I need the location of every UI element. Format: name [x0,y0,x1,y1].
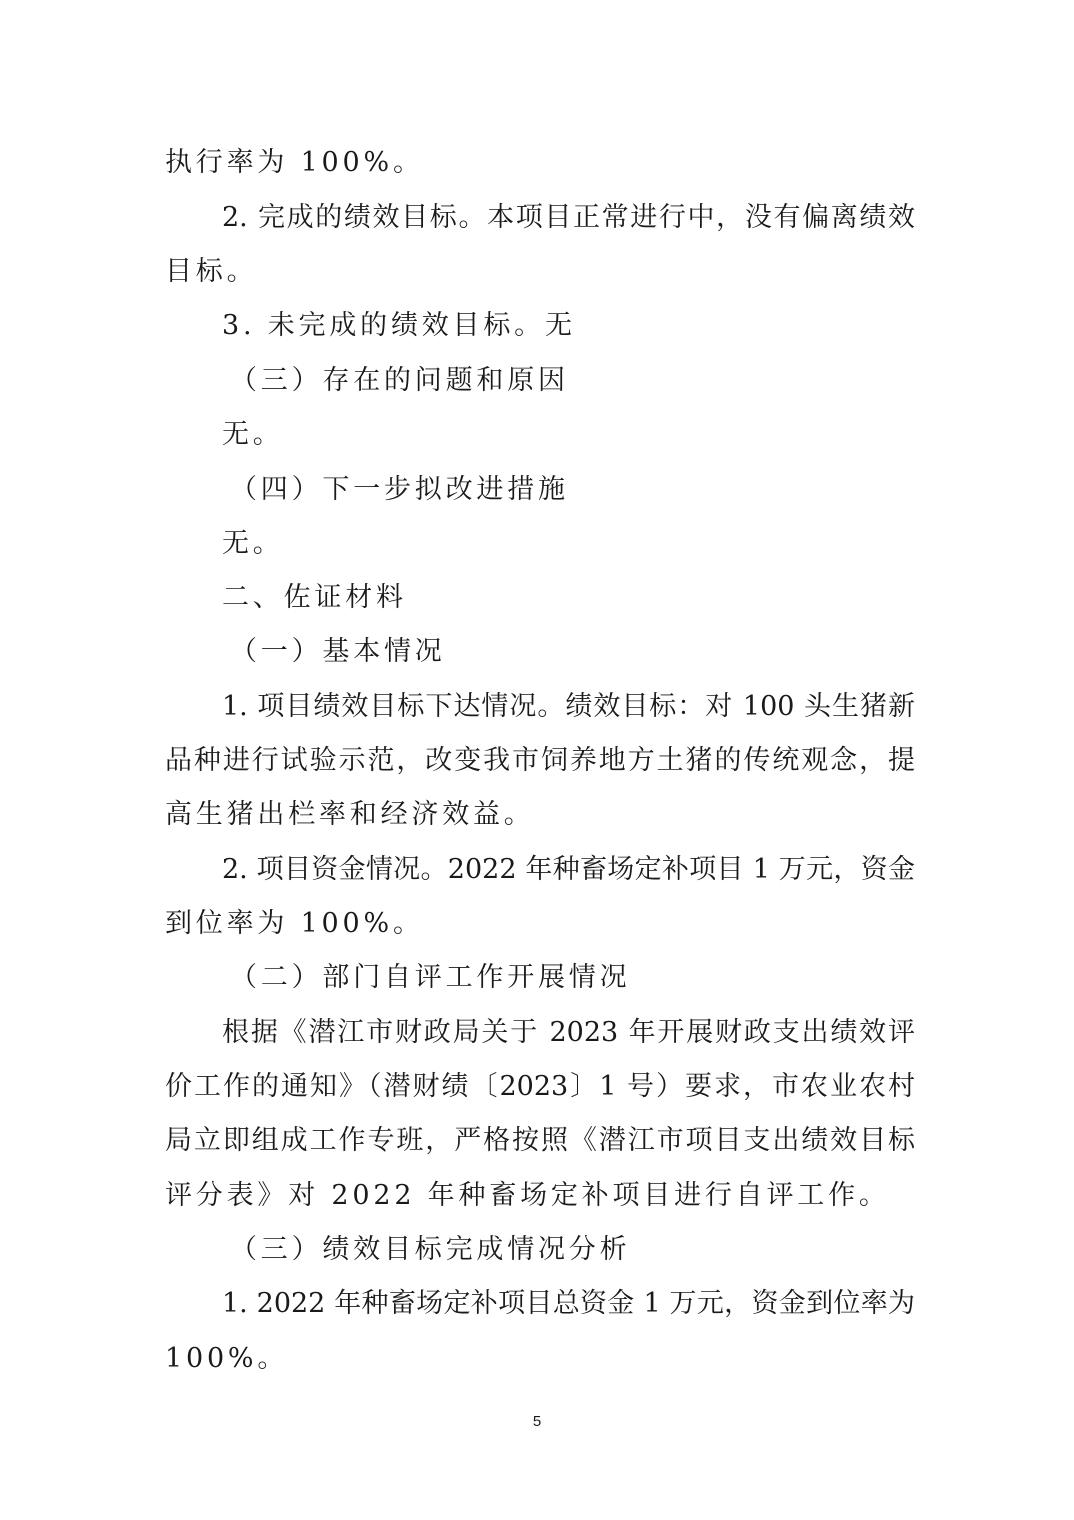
section-heading: （二）部门自评工作开展情况 [230,962,631,993]
section-heading: （一）基本情况 [230,636,446,667]
text-line: 2. 项目资金情况。2022 年种畜场定补项目 1 万元，资金 [222,854,915,885]
section-heading: （三）存在的问题和原因 [230,365,569,396]
text-line: 100%。 [165,1343,289,1374]
text-line: 品种进行试验示范，改变我市饲养地方土猪的传统观念，提 [165,745,915,776]
text-line: 到位率为 100%。 [165,908,424,939]
text-line: 无。 [222,528,284,559]
text-line: 评分表》对 2022 年种畜场定补项目进行自评工作。 [165,1180,890,1211]
text-line: 局立即组成工作专班，严格按照《潜江市项目支出绩效目标 [165,1125,915,1156]
section-heading: （三）绩效目标完成情况分析 [230,1234,631,1265]
section-heading: （四）下一步拟改进措施 [230,474,569,505]
page-number: 5 [532,1413,542,1430]
text-line: 根据《潜江市财政局关于 2023 年开展财政支出绩效评 [222,1017,915,1048]
text-line: 1. 项目绩效目标下达情况。绩效目标：对 100 头生猪新 [222,691,915,722]
text-line: 价工作的通知》（潜财绩〔2023〕1 号）要求，市农业农村 [165,1071,915,1102]
text-line: 执行率为 100%。 [165,147,424,178]
section-heading: 二、佐证材料 [222,582,407,613]
text-line: 高生猪出栏率和经济效益。 [165,799,535,830]
text-line: 目标。 [165,256,258,287]
text-line: 无。 [222,419,284,450]
text-line: 2. 完成的绩效目标。本项目正常进行中，没有偏离绩效 [222,202,915,233]
text-line: 3. 未完成的绩效目标。无 [222,310,576,341]
text-line: 1. 2022 年种畜场定补项目总资金 1 万元，资金到位率为 [222,1288,915,1319]
